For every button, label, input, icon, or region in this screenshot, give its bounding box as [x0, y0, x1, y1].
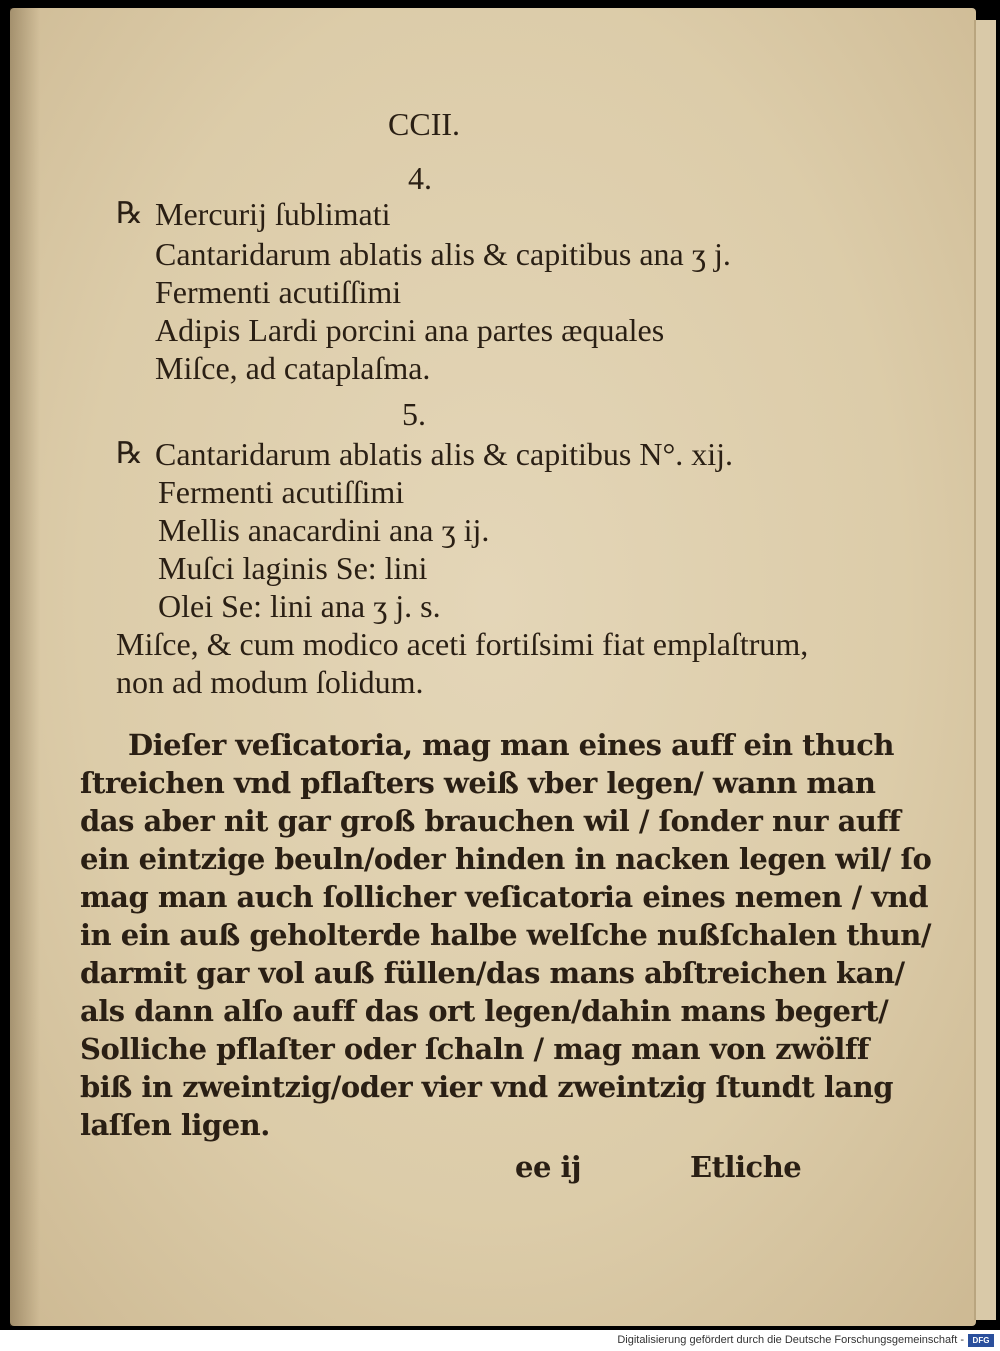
- recipe-5-number: 5.: [402, 396, 426, 432]
- recipe-4-line-3: Fermenti acutiſſimi: [155, 274, 402, 310]
- page-edge: [974, 20, 996, 1320]
- recipe-4-line-4: Adipis Lardi porcini ana partes æquales: [155, 312, 665, 348]
- german-line-11: laſſen ligen.: [80, 1108, 270, 1142]
- signature-mark: ee ij: [515, 1150, 582, 1184]
- german-line-6: in ein auß geholterde halbe welſche nußſchalen thun/: [80, 918, 931, 952]
- german-line-1: Dieſer veſicatoria, mag man eines auff ein thuch: [128, 728, 894, 762]
- recipe-4-line-1: Mercurij ſublimati: [155, 196, 391, 232]
- recipe-5-line-5: Olei Se: lini ana ʒ j. s.: [158, 588, 441, 624]
- recipe-5-line-7: non ad modum ſolidum.: [116, 664, 424, 700]
- recipe-5-line-1: Cantaridarum ablatis alis & capitibus N°. xij.: [155, 436, 734, 472]
- german-line-8: als dann alſo auff das ort legen/dahin mans begert/: [80, 994, 889, 1028]
- german-line-10: biß in zweintzig/oder vier vnd zweintzig ſtundt lang: [80, 1070, 894, 1104]
- catchword: Etliche: [690, 1150, 802, 1184]
- german-line-5: mag man auch ſollicher veſicatoria eines nemen / vnd: [80, 880, 928, 914]
- german-line-7: darmit gar vol auß füllen/das mans abſtreichen kan/: [80, 956, 905, 990]
- recipe-4-line-2: Cantaridarum ablatis alis & capitibus ana ʒ j.: [155, 236, 731, 272]
- recipe-5-line-2: Fermenti acutiſſimi: [158, 474, 405, 510]
- footer-bar: [0, 1330, 1000, 1351]
- recipe-5-line-4: Muſci laginis Se: lini: [158, 550, 428, 586]
- recipe-5-symbol: ℞: [116, 437, 143, 470]
- recipe-4-line-5: Miſce, ad cataplaſma.: [155, 350, 431, 386]
- recipe-5-line-6: Miſce, & cum modico aceti fortiſsimi fiat emplaſtrum,: [116, 626, 809, 662]
- footer-credit: Digitalisierung gefördert durch die Deutsche Forschungsgemeinschaft -: [617, 1334, 964, 1346]
- german-line-3: das aber nit gar groß brauchen wil / ſonder nur auff: [80, 804, 901, 838]
- recipe-4-symbol: ℞: [116, 197, 143, 230]
- german-line-9: Solliche pflaſter oder ſchaln / mag man von zwölff: [80, 1032, 869, 1066]
- german-line-4: ein eintzige beuln/oder hinden in nacken legen wil/ ſo: [80, 842, 932, 876]
- page-number: CCII.: [388, 106, 460, 142]
- german-line-2: ſtreichen vnd pflaſters weiß vber legen/ wann man: [80, 766, 876, 800]
- recipe-4-number: 4.: [408, 160, 432, 196]
- dfg-logo[interactable]: DFG: [968, 1334, 994, 1347]
- recipe-5-line-3: Mellis anacardini ana ʒ ij.: [158, 512, 490, 548]
